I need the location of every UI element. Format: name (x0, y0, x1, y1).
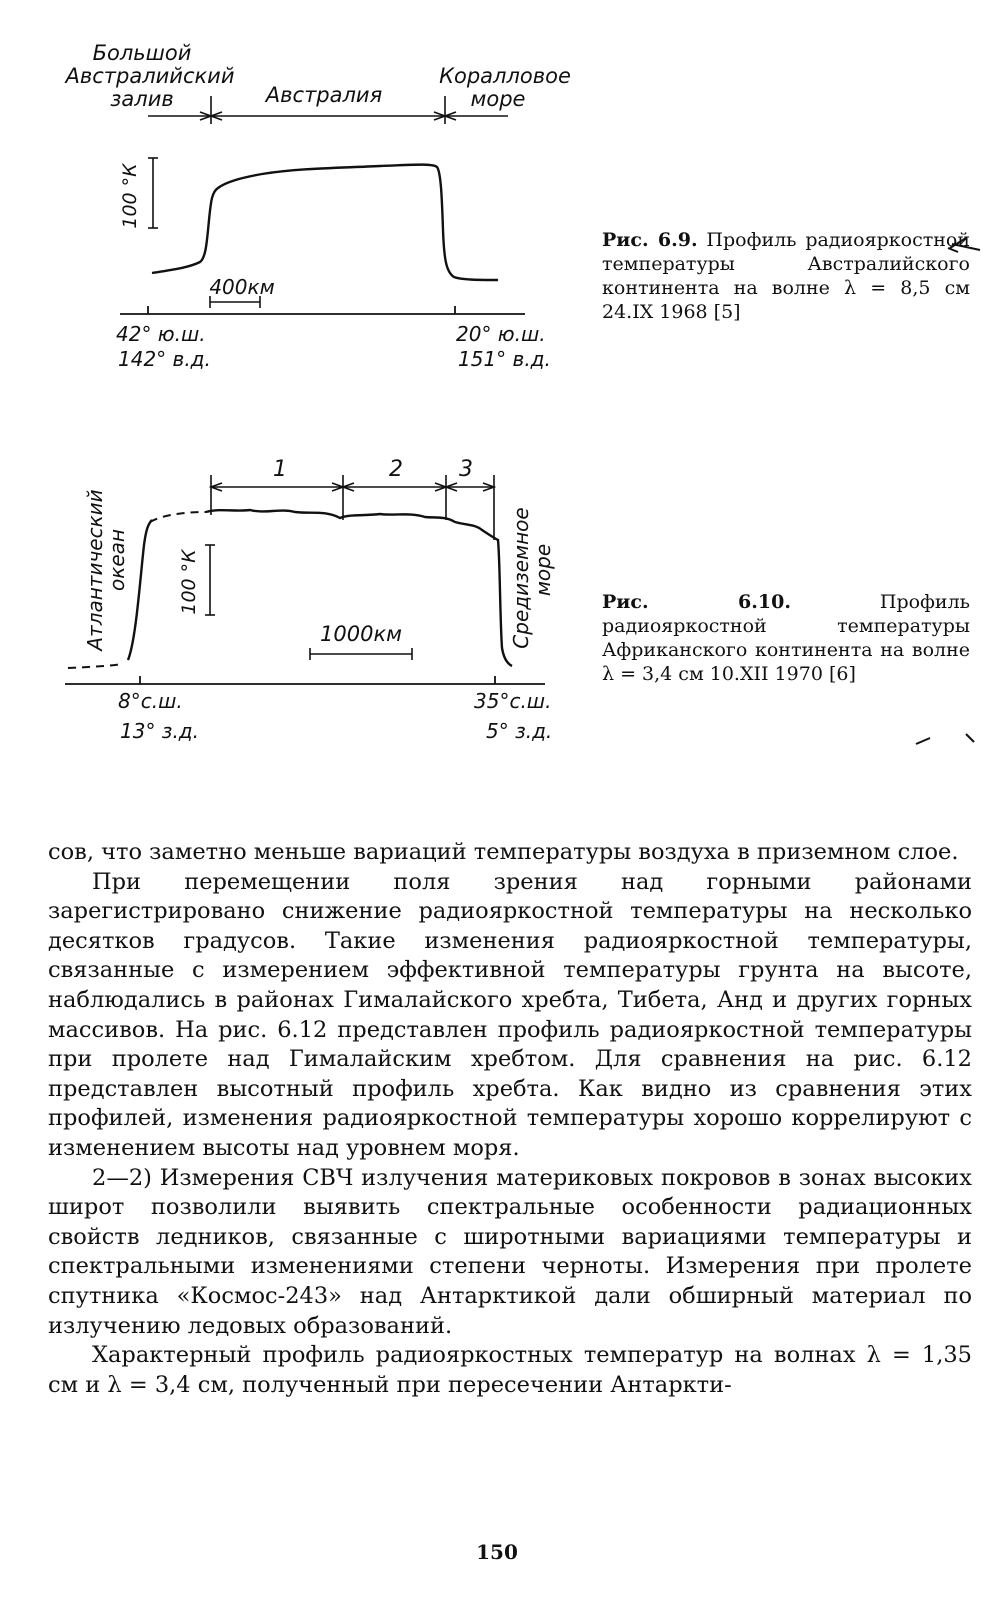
baseline-axis (120, 306, 525, 314)
left-longitude-label: 142° в.д. (118, 347, 211, 371)
segment-arrows (211, 475, 494, 540)
right-latitude-label: 20° ю.ш. (456, 322, 546, 346)
distance-scale-bar-2 (310, 648, 412, 660)
figure-6-9-caption-text: Профиль радиояркостной температуры Австралийского континента на волне λ = 8,5 см 24.IX 1968 [5] (602, 229, 970, 323)
paragraph-3: 2—2) Измерения СВЧ излучения материковых покровов в зонах высоких широт позволили выявить спектральные особенности радиационных свойств ледников, связанные с широтными вариациями температуры и спектральными изменениями степени черноты. Измерения при пролете спутника «Космос-243» над Антарктикой дали обширный материал по излучению ледовых образований. (48, 1164, 972, 1339)
segment-2-label: 2 (389, 457, 403, 482)
coral-sea-label-line1: Коралловое (439, 64, 571, 88)
coral-sea-label-line2: море (470, 87, 526, 111)
figure-6-9-number: Рис. 6.9. (602, 229, 698, 251)
figure-6-10-caption (602, 590, 970, 686)
right-latitude-label-2: 35°с.ш. (474, 689, 552, 713)
baseline-axis-2 (65, 676, 545, 684)
australia-profile-curve (152, 165, 498, 280)
left-latitude-label-2: 8°с.ш. (118, 689, 183, 713)
temperature-scale-label: 100 °К (119, 163, 141, 229)
atlantic-ocean-label-line1: Атлантический (83, 489, 107, 651)
body-text (48, 838, 972, 1400)
temperature-scale-label-2: 100 °К (178, 549, 200, 615)
mediterranean-label-line2: море (531, 543, 555, 597)
atlantic-ocean-label-line2: океан (105, 529, 129, 591)
temperature-scale-bar-2 (205, 545, 215, 615)
distance-scale-label-2: 1000км (320, 622, 402, 646)
figure-6-10-number: Рис. 6.10. (602, 591, 791, 613)
page-number: 150 (476, 1540, 518, 1564)
figure-6-9-caption (602, 228, 970, 324)
temperature-scale-bar (148, 158, 158, 228)
gulf-label-line2: Австралийский (65, 64, 235, 88)
right-longitude-label-2: 5° з.д. (486, 719, 553, 743)
left-latitude-label: 42° ю.ш. (116, 322, 206, 346)
australia-label: Австралия (265, 83, 383, 107)
segment-1-label: 1 (273, 457, 287, 482)
figure-6-10-caption-text: Профиль радиояркостной температуры Африканского континента на волне λ = 3,4 см 10.XII 1970 [6] (602, 591, 970, 685)
paragraph-1: сов, что заметно меньше вариаций температуры воздуха в приземном слое. (48, 839, 959, 865)
distance-scale-label: 400км (209, 275, 275, 299)
gulf-label-line1: Большой (92, 41, 192, 65)
segment-3-label: 3 (459, 457, 473, 482)
gulf-label-line3: залив (110, 87, 174, 111)
paragraph-2: При перемещении поля зрения над горными районами зарегистрировано снижение радиояркостной температуры на несколько десятков градусов. Такие изменения радиояркостной температуры, связанные с измерением эффективной температуры грунта на высоте, наблюдались в районах Гималайского хребта, Тибета, Анд и других горных массивов. На рис. 6.12 представлен профиль радиояркостной температуры при пролете над Гималайским хребтом. Для сравнения на рис. 6.12 представлен высотный профиль хребта. Как видно из сравнения этих профилей, изменения радиояркостной температуры хорошо коррелируют с изменением высоты над уровнем моря. (48, 868, 972, 1161)
right-longitude-label: 151° в.д. (458, 347, 551, 371)
figure-6-9 (0, 0, 994, 400)
paragraph-4: Характерный профиль радиояркостных температур на волнах λ = 1,35 см и λ = 3,4 см, полученный при пересечении Антаркти- (48, 1342, 972, 1398)
mediterranean-label-line1: Средиземное (509, 507, 533, 649)
left-longitude-label-2: 13° з.д. (120, 719, 199, 743)
margin-mark-2 (916, 734, 974, 744)
